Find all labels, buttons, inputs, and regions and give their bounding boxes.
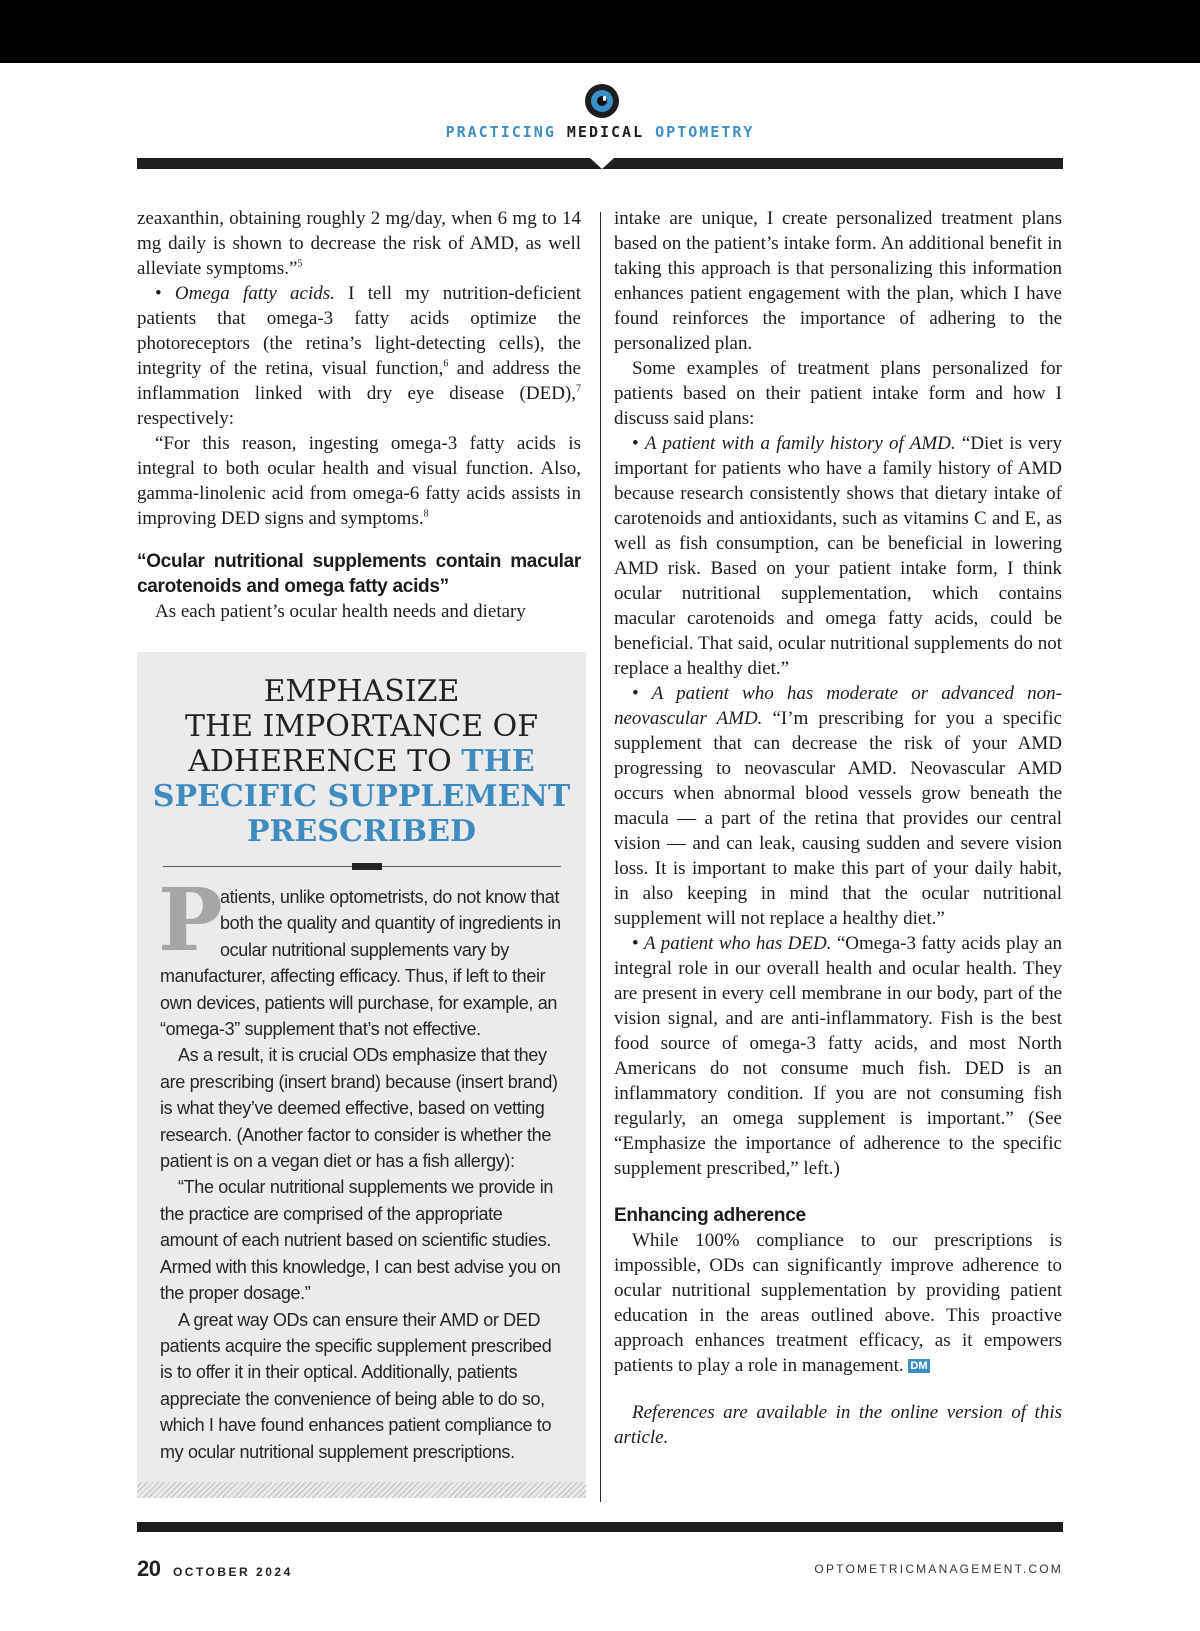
issue-date: OCTOBER 2024	[172, 1565, 293, 1579]
page-number: 20	[137, 1556, 161, 1581]
bullet-paragraph: • A patient who has moderate or advanced non-neovascular AMD. “I’m prescribing for you a specific supplement that can decrease the risk of your AMD progressing to neovascular AMD. Neovascular AMD occurs when abnormal blood vessels grow beneath the macula — a part of the retina that provides our central vision — and can leak, causing sudden and severe vision loss. It is important to make this part of your daily habit, in also keeping in mind that the ocular nutritional supplement will not replace a healthy diet.”	[614, 683, 1062, 929]
top-black-band	[0, 0, 1200, 63]
sidebar-rule-mark	[352, 863, 382, 870]
bullet-lead: A patient with a family history of AMD.	[644, 433, 956, 454]
sidebar-heading: EMPHASIZE THE IMPORTANCE OF ADHERENCE TO THE SPECIFIC SUPPLEMENT PRESCRIBED	[152, 674, 571, 849]
left-column	[137, 206, 581, 624]
bullet-lead: A patient who has moderate or advanced non-neovascular AMD.	[614, 683, 1062, 729]
sidebar-body	[158, 870, 563, 1465]
bullet-lead: A patient who has DED.	[644, 933, 832, 954]
subheading: “Ocular nutritional supplements contain macular carotenoids and omega fatty acids”	[137, 551, 581, 597]
paragraph: As each patient’s ocular health needs and dietary	[155, 601, 526, 622]
paragraph: intake are unique, I create personalized treatment plans based on the patient’s intake form. An additional benefit in taking this approach is that personalizing this information enhances patient engagement with the plan, which I have found reinforces the importance of adhering to the personalized plan.	[614, 208, 1062, 354]
footer-rule	[137, 1522, 1063, 1532]
right-column	[614, 206, 1062, 1450]
header-rule-notch	[590, 158, 614, 169]
references-note: References are available in the online version of this article.	[614, 1402, 1062, 1448]
footnote-ref: 8	[423, 508, 429, 520]
sidebar-paragraph: “The ocular nutritional supplements we provide in the practice are comprised of the appropriate amount of each nutrient based on scientific studies. Armed with this knowledge, I can best advise you on the proper dosage.”	[160, 1177, 561, 1304]
section-title	[0, 123, 1200, 141]
section-title-part-1: PRACTICING	[445, 123, 556, 141]
eye-icon	[585, 84, 619, 118]
bullet-paragraph: • Omega fatty acids. I tell my nutrition-deficient patients that omega-3 fatty acids optimize the photoreceptors (the retina’s light-detecting cells), the integrity of the retina, visual function,$^6$ and address the inflammation linked with dry eye disease (DED),$^7$ respectively:	[137, 283, 581, 429]
sidebar-paragraph: P atients, unlike optometrists, do not know that both the quality and quantity of ingredients in ocular nutritional supplements vary by manufacturer, affecting efficacy. Thus, if left to their own devices, patients will purchase, for example, an “omega-3” supplement that’s not effective.	[158, 870, 561, 1040]
subheading: Enhancing adherence	[614, 1205, 806, 1226]
sidebar-box	[137, 652, 586, 1498]
footnote-ref: 6	[443, 358, 449, 370]
bullet-paragraph: • A patient with a family history of AMD. “Diet is very important for patients who have a family history of AMD because research consistently shows that dietary intake of carotenoids and antioxidants, such as vitamins C and E, as well as fish consumption, can be beneficial in lowering AMD risk. Based on your patient intake form, I think ocular nutritional supplementation, which contains macular carotenoids and omega fatty acids, could be beneficial. That said, ocular nutritional supplements do not replace a healthy diet.”	[614, 433, 1063, 679]
section-title-part-2: MEDICAL	[566, 123, 645, 141]
sidebar-hatch	[137, 1482, 586, 1498]
footer-left	[137, 1556, 293, 1582]
paragraph: zeaxanthin, obtaining roughly 2 mg/day, when 6 mg to 14 mg daily is shown to decrease the risk of AMD, as well alleviate symptoms.”$^5$	[137, 208, 581, 279]
sidebar-paragraph: A great way ODs can ensure their AMD or DED patients acquire the specific supplement prescribed is to offer it in their optical. Additionally, patients appreciate the convenience of being able to do so, which I have found enhances patient compliance to my ocular nutritional supplement prescriptions.	[160, 1309, 552, 1462]
end-mark-icon: DM	[910, 1360, 928, 1372]
paragraph: While 100% compliance to our prescriptions is impossible, ODs can significantly improve adherence to ocular nutritional supplementation by providing patient education in the areas outlined above. This proactive approach enhances treatment efficacy, as it empowers patients to play a role in management. DM	[614, 1230, 1062, 1376]
paragraph: Some examples of treatment plans personalized for patients based on their patient intake form and how I discuss said plans:	[614, 358, 1062, 429]
website-url: OPTOMETRICMANAGEMENT.COM	[814, 1562, 1063, 1576]
bullet-paragraph: • A patient who has DED. “Omega-3 fatty acids play an integral role in our overall health and ocular health. They are present in every cell membrane in our body, part of the vision signal, and are anti-inflammatory. Fish is the best food source of omega-3 fatty acids, and most North Americans do not consume much fish. DED is an inflammatory condition. If you are not consuming fish regularly, an omega supplement is important.” (See “Emphasize the importance of adherence to the specific supplement prescribed,” left.)	[614, 933, 1062, 1179]
sidebar-paragraph: As a result, it is crucial ODs emphasize that they are prescribing (insert brand) because (insert brand) is what they’ve deemed effective, based on vetting research. (Another factor to consider is whether the patient is on a vegan diet or has a fish allergy):	[160, 1045, 558, 1172]
paragraph: “For this reason, ingesting omega-3 fatty acids is integral to both ocular health and visual function. Also, gamma-linolenic acid from omega-6 fatty acids assists in improving DED signs and symptoms.$^8$	[137, 433, 581, 529]
section-title-part-3: OPTOMETRY	[655, 123, 755, 141]
column-divider	[600, 212, 601, 1502]
bullet-lead: Omega fatty acids.	[174, 283, 335, 304]
drop-cap: P	[158, 870, 223, 971]
footnote-ref: 5	[297, 258, 303, 270]
footnote-ref: 7	[576, 383, 581, 395]
